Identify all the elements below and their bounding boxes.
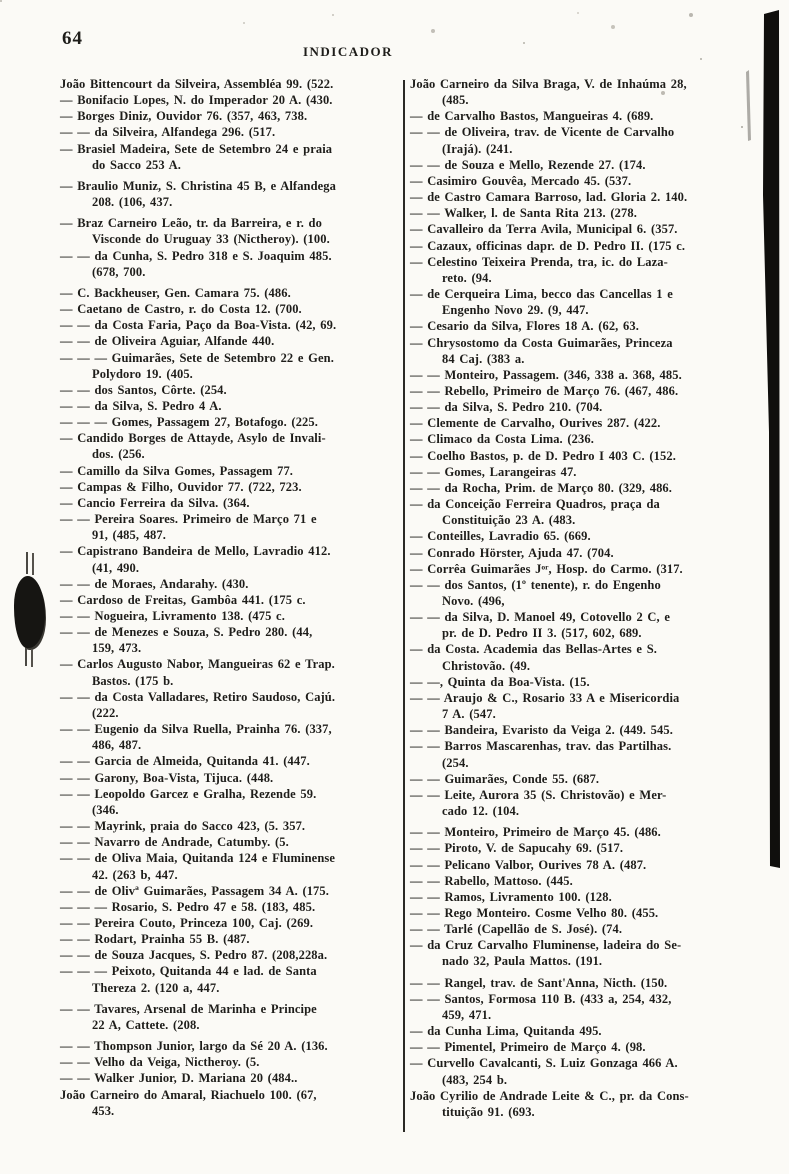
- directory-line: — — Monteiro, Passagem. (346, 338 a. 368, 485.: [410, 367, 682, 382]
- directory-line: — — Eugenio da Silva Ruella, Prainha 76. (337,: [60, 722, 332, 737]
- directory-line: — — Walker Junior, D. Mariana 20 (484..: [60, 1071, 298, 1086]
- directory-line: — Carlos Augusto Nabor, Mangueiras 62 e Trap.: [60, 657, 335, 672]
- directory-line: — — Leopoldo Garcez e Gralha, Rezende 59.: [60, 786, 317, 801]
- directory-line: João Cyrilio de Andrade Leite & C., pr. da Cons-: [410, 1088, 689, 1103]
- directory-line: — — da Silva, D. Manoel 49, Cotovello 2 C, e: [410, 610, 671, 625]
- directory-line: (485.: [442, 93, 469, 108]
- directory-line: — Cardoso de Freitas, Gambôa 441. (175 c.: [60, 592, 306, 607]
- directory-line: João Carneiro da Silva Braga, V. de Inhaúma 28,: [410, 77, 687, 91]
- directory-line: João Carneiro do Amaral, Riachuelo 100. (67,: [60, 1087, 317, 1102]
- directory-line: — de Cerqueira Lima, becco das Cancellas 1 e: [410, 287, 673, 302]
- directory-line: — — Araujo & C., Rosario 33 A e Misericordia: [410, 690, 680, 705]
- directory-line: — Camillo da Silva Gomes, Passagem 77.: [60, 463, 294, 478]
- scan-speckles: [0, 0, 2, 2]
- directory-line: — — de Oliveira Aguiar, Alfande 440.: [60, 334, 275, 349]
- directory-line: (346.: [92, 802, 119, 817]
- directory-line: — — de Oliveira, trav. de Vicente de Carvalho: [410, 125, 675, 140]
- directory-line: — — de Menezes e Souza, S. Pedro 280. (44,: [60, 625, 313, 640]
- directory-line: — — Monteiro, Primeiro de Março 45. (486.: [410, 825, 661, 840]
- directory-line: — — Piroto, V. de Sapucahy 69. (517.: [410, 841, 624, 856]
- directory-line: — da Cruz Carvalho Fluminense, ladeira do Se-: [410, 938, 682, 953]
- page-number: 64: [62, 28, 83, 49]
- directory-line: — — de Souza Jacques, S. Pedro 87. (208,228a.: [60, 948, 328, 963]
- directory-line: — — Thompson Junior, largo da Sé 20 A. (136.: [60, 1039, 328, 1054]
- directory-line: — Chrysostomo da Costa Guimarães, Princeza: [410, 335, 673, 350]
- directory-line: — — Navarro de Andrade, Catumby. (5.: [60, 835, 289, 850]
- page-title: INDICADOR: [302, 44, 394, 59]
- directory-line: dos. (256.: [92, 447, 145, 462]
- directory-line: do Sacco 253 A.: [92, 157, 182, 172]
- directory-line: — — — Guimarães, Sete de Setembro 22 e Gen.: [60, 350, 334, 365]
- directory-line: — — Garcia de Almeida, Quitanda 41. (447.: [60, 754, 310, 769]
- directory-line: 84 Caj. (383 a.: [442, 351, 525, 366]
- directory-line: — Conteilles, Lavradio 65. (669.: [410, 529, 591, 544]
- directory-line: — — Garony, Boa-Vista, Tijuca. (448.: [60, 770, 274, 785]
- column-divider-rule: [403, 80, 405, 1132]
- right-column: [410, 76, 750, 1120]
- directory-line: (222.: [92, 705, 119, 720]
- directory-line: — — da Silva, S. Pedro 210. (704.: [410, 400, 603, 415]
- directory-line: nado 32, Paula Mattos. (191.: [442, 954, 603, 969]
- directory-line: — — Pelicano Valbor, Ourives 78 A. (487.: [410, 857, 647, 872]
- directory-line: pr. de D. Pedro II 3. (517, 602, 689.: [442, 626, 642, 641]
- directory-line: — — — Peixoto, Quitanda 44 e lad. de Santa: [60, 964, 317, 979]
- directory-line: — — — Gomes, Passagem 27, Botafogo. (225.: [60, 415, 318, 430]
- directory-line: — — de Olivª Guimarães, Passagem 34 A. (175.: [60, 883, 329, 898]
- directory-line: (678, 700.: [92, 264, 146, 279]
- directory-line: — da Cunha Lima, Quitanda 495.: [410, 1024, 602, 1039]
- directory-line: Constituição 23 A. (483.: [442, 513, 576, 528]
- directory-line: (41, 490.: [92, 560, 140, 575]
- directory-line: tituição 91. (693.: [442, 1104, 535, 1119]
- directory-line: — Cancio Ferreira da Silva. (364.: [60, 495, 250, 510]
- directory-line: (254.: [442, 755, 469, 770]
- directory-line: — de Carvalho Bastos, Mangueiras 4. (689.: [410, 109, 654, 124]
- directory-line: — — Walker, l. de Santa Rita 213. (278.: [410, 206, 637, 221]
- directory-line: — — de Moraes, Andarahy. (430.: [60, 576, 249, 591]
- margin-mark-artifact: [25, 648, 27, 666]
- directory-line: reto. (94.: [442, 270, 492, 285]
- directory-line: — Bonifacio Lopes, N. do Imperador 20 A. (430.: [60, 93, 333, 108]
- left-column: [60, 76, 400, 1119]
- directory-line: — Campas & Filho, Ouvidor 77. (722, 723.: [60, 479, 302, 494]
- directory-line: — — Mayrink, praia do Sacco 423, (5. 357.: [60, 819, 306, 834]
- directory-line: — Casimiro Gouvêa, Mercado 45. (537.: [410, 173, 632, 188]
- directory-line: — — Velho da Veiga, Nictheroy. (5.: [60, 1055, 260, 1070]
- directory-line: — — da Silveira, Alfandega 296. (517.: [60, 125, 276, 140]
- directory-line: — — dos Santos, Côrte. (254.: [60, 382, 227, 397]
- directory-line: — Conrado Hörster, Ajuda 47. (704.: [410, 545, 614, 560]
- ink-blot-artifact: [14, 576, 45, 648]
- directory-line: — — da Costa Valladares, Retiro Saudoso, Cajú.: [60, 689, 336, 704]
- directory-line: — — Guimarães, Conde 55. (687.: [410, 771, 600, 786]
- directory-line: — — Ramos, Livramento 100. (128.: [410, 889, 612, 904]
- directory-line: — Climaco da Costa Lima. (236.: [410, 432, 594, 447]
- directory-line: — Capistrano Bandeira de Mello, Lavradio 412.: [60, 544, 331, 559]
- directory-line: — da Costa. Academia das Bellas-Artes e S.: [410, 642, 657, 657]
- directory-line: — Corrêa Guimarães Jᵒʳ, Hosp. do Carmo. (317.: [410, 561, 683, 576]
- directory-line: — — Tavares, Arsenal de Marinha e Principe: [60, 1001, 317, 1016]
- directory-line: (Irajá). (241.: [442, 141, 513, 156]
- directory-line: 459, 471.: [442, 1007, 492, 1022]
- directory-line: — Borges Diniz, Ouvidor 76. (357, 463, 738.: [60, 109, 308, 124]
- directory-line: — — Rangel, trav. de Sant'Anna, Nicth. (150.: [410, 975, 668, 990]
- directory-line: — Celestino Teixeira Prenda, tra, ic. do Laza-: [410, 254, 668, 269]
- directory-line: 453.: [92, 1103, 115, 1118]
- directory-line: — — Rebello, Primeiro de Março 76. (467, 486.: [410, 383, 679, 398]
- directory-line: 159, 473.: [92, 641, 142, 656]
- margin-mark-artifact: [26, 552, 28, 574]
- directory-line: — — Tarlé (Capellão de S. José). (74.: [410, 922, 623, 937]
- directory-line: Christovão. (49.: [442, 658, 531, 673]
- directory-line: — — Nogueira, Livramento 138. (475 c.: [60, 609, 285, 623]
- directory-line: 22 A, Cattete. (208.: [92, 1017, 200, 1032]
- directory-line: Polydoro 19. (405.: [92, 366, 193, 381]
- directory-line: — — — Rosario, S. Pedro 47 e 58. (183, 485.: [60, 899, 316, 914]
- directory-line: Visconde do Uruguay 33 (Nictheroy). (100.: [92, 232, 330, 247]
- directory-line: 208. (106, 437.: [92, 195, 173, 210]
- directory-line: — Braz Carneiro Leão, tr. da Barreira, e r. do: [60, 216, 322, 231]
- directory-line: — de Castro Camara Barroso, lad. Gloria 2. 140.: [410, 190, 688, 205]
- directory-line: — Brasiel Madeira, Sete de Setembro 24 e praia: [60, 141, 333, 156]
- directory-line: — C. Backheuser, Gen. Camara 75. (486.: [60, 285, 291, 300]
- directory-line: — — Pereira Soares. Primeiro de Março 71 e: [60, 512, 317, 527]
- directory-line: 42. (263 b, 447.: [92, 867, 178, 882]
- directory-line: — Clemente de Carvalho, Ourives 287. (422.: [410, 416, 661, 431]
- directory-line: — — de Souza e Mello, Rezende 27. (174.: [410, 157, 646, 172]
- directory-line: Thereza 2. (120 a, 447.: [92, 980, 220, 995]
- directory-line: — — da Rocha, Prim. de Março 80. (329, 486.: [410, 480, 673, 495]
- directory-line: — Cazaux, officinas dapr. de D. Pedro II. (175 c.: [410, 238, 686, 253]
- directory-line: — Coelho Bastos, p. de D. Pedro I 403 C. (152.: [410, 448, 676, 463]
- directory-line: — — Santos, Formosa 110 B. (433 a, 254, 432,: [410, 991, 672, 1006]
- directory-line: — — da Cunha, S. Pedro 318 e S. Joaquim 485.: [60, 248, 332, 263]
- directory-line: Engenho Novo 29. (9, 447.: [442, 303, 589, 318]
- directory-line: — — Bandeira, Evaristo da Veiga 2. (449. 545.: [410, 723, 673, 738]
- directory-line: — Caetano de Castro, r. do Costa 12. (700.: [60, 302, 302, 317]
- directory-line: — — Rabello, Mattoso. (445.: [410, 873, 573, 888]
- directory-line: (483, 254 b.: [442, 1072, 508, 1087]
- directory-line: — — Barros Mascarenhas, trav. das Partilhas.: [410, 739, 672, 754]
- directory-line: — — Gomes, Larangeiras 47.: [410, 464, 577, 479]
- directory-line: — — Pereira Couto, Princeza 100, Caj. (269.: [60, 915, 314, 930]
- directory-line: Bastos. (175 b.: [92, 673, 174, 688]
- directory-line: — — dos Santos, (1º tenente), r. do Engenho: [410, 577, 661, 592]
- directory-line: — —, Quinta da Boa-Vista. (15.: [410, 674, 590, 689]
- directory-line: — Cesario da Silva, Flores 18 A. (62, 63.: [410, 319, 639, 334]
- directory-line: — Candido Borges de Attayde, Asylo de Invali-: [60, 431, 326, 446]
- directory-line: 7 A. (547.: [442, 707, 496, 722]
- directory-line: — — Leite, Aurora 35 (S. Christovão) e Mer-: [410, 787, 667, 802]
- directory-line: cado 12. (104.: [442, 804, 520, 819]
- directory-line: — — Pimentel, Primeiro de Março 4. (98.: [410, 1040, 646, 1055]
- directory-line: 486, 487.: [92, 738, 142, 753]
- directory-line: Novo. (496,: [442, 594, 505, 608]
- directory-line: — — da Costa Faria, Paço da Boa-Vista. (42, 69.: [60, 318, 337, 333]
- directory-line: — — Rodart, Prainha 55 B. (487.: [60, 932, 250, 947]
- directory-line: — — da Silva, S. Pedro 4 A.: [60, 398, 222, 413]
- directory-line: 91, (485, 487.: [92, 528, 166, 543]
- directory-line: — — de Oliva Maia, Quitanda 124 e Fluminense: [60, 851, 335, 866]
- directory-line: — — Rego Monteiro. Cosme Velho 80. (455.: [410, 905, 659, 920]
- directory-line: — da Conceição Ferreira Quadros, praça da: [410, 497, 660, 512]
- directory-line: João Bittencourt da Silveira, Assembléa 99. (522.: [60, 77, 334, 91]
- directory-line: — Cavalleiro da Terra Avila, Municipal 6. (357.: [410, 222, 678, 237]
- directory-line: — Braulio Muniz, S. Christina 45 B, e Alfandega: [60, 178, 336, 193]
- directory-line: — Curvello Cavalcanti, S. Luiz Gonzaga 466 A.: [410, 1056, 678, 1071]
